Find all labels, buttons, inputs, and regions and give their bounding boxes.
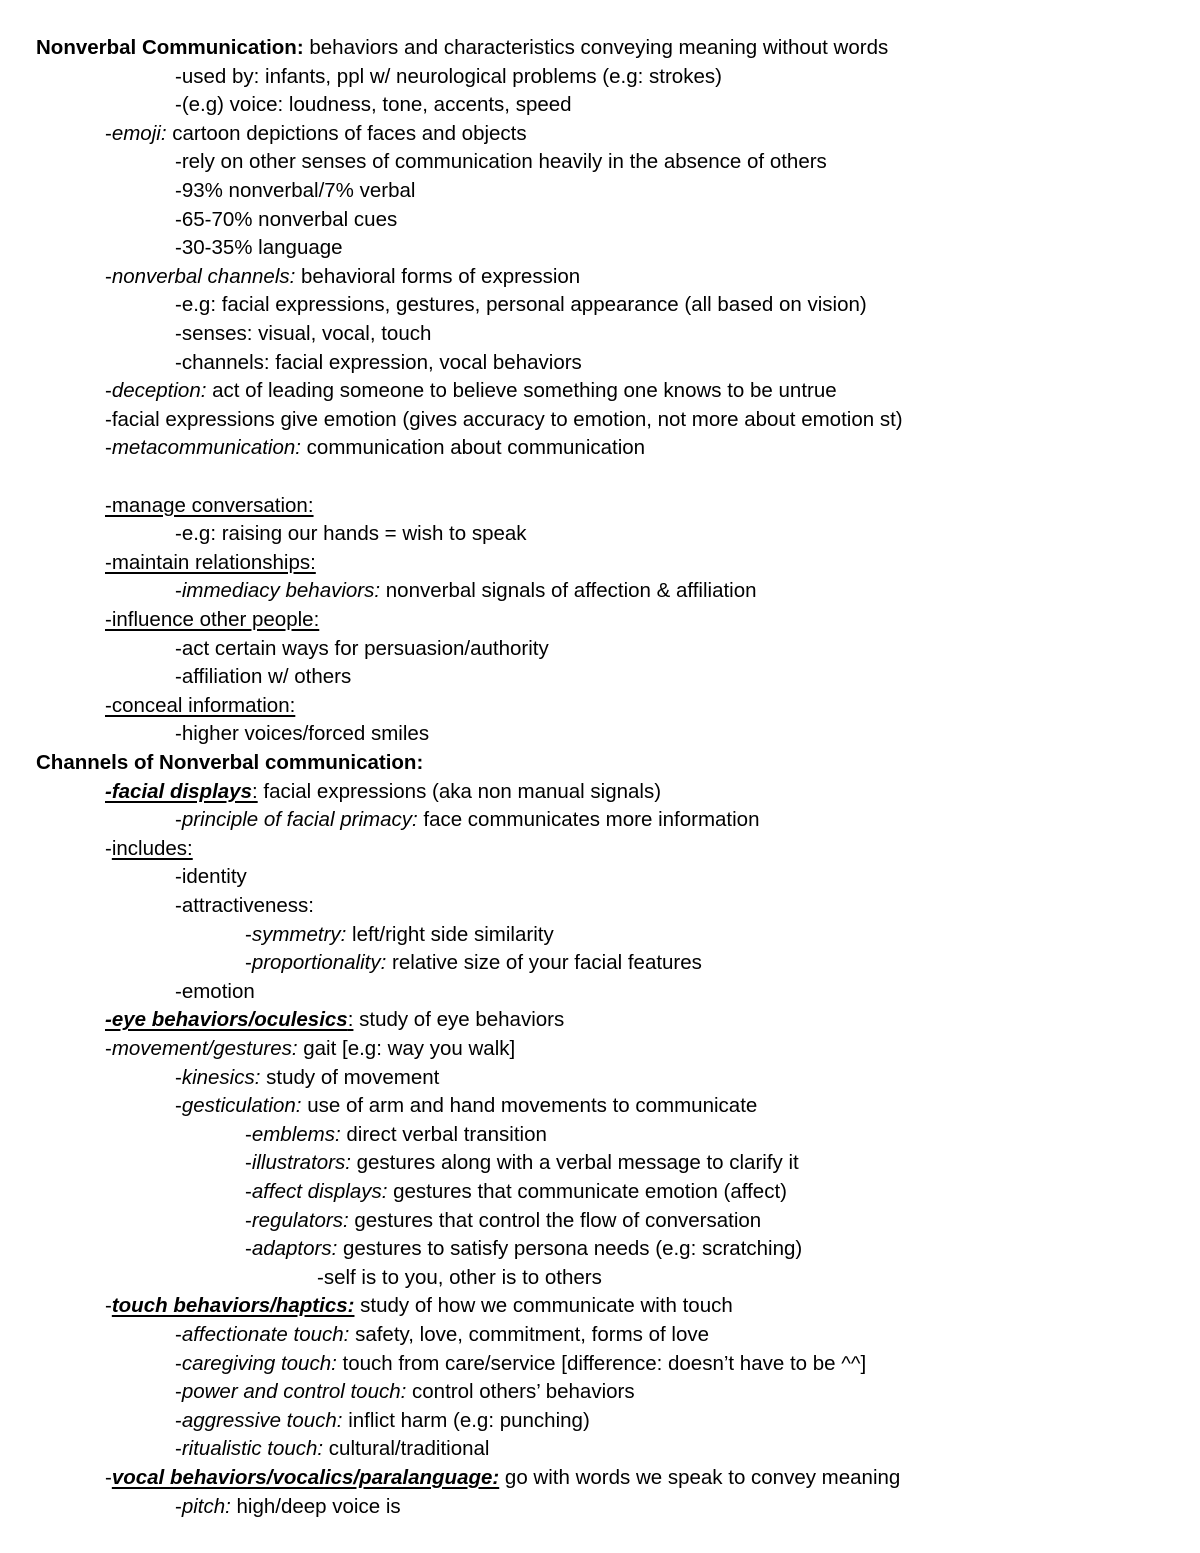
note-text-segment: -identity [175, 865, 247, 889]
note-text-segment: touch from care/service [difference: doesn’t have to be ^^] [336, 1351, 867, 1375]
note-text-segment: go with words we speak to convey meaning [499, 1466, 901, 1489]
note-text-segment: -emotion [175, 979, 255, 1003]
note-text-segment: - [245, 1180, 252, 1203]
note-text-segment: use of arm and hand movements to communicate [301, 1094, 758, 1118]
note-text-segment: - [175, 1380, 182, 1404]
note-line [175, 321, 431, 347]
note-text-segment: Nonverbal Communication: [36, 36, 304, 59]
note-text-segment: metacommunication: [111, 436, 301, 460]
note-line [175, 178, 415, 204]
note-line [245, 1122, 547, 1148]
note-line [175, 92, 572, 118]
note-text-segment: affect displays: [251, 1180, 388, 1203]
note-line [105, 550, 316, 576]
note-text-segment: cartoon depictions of faces and objects [166, 121, 527, 145]
note-line [175, 149, 827, 175]
note-text-segment: - [105, 379, 112, 403]
note-line [175, 1351, 866, 1377]
note-line [105, 435, 645, 461]
note-text-segment: -rely on other senses of communication heavily in the absence of others [175, 150, 827, 174]
note-text-segment: proportionality: [251, 951, 387, 975]
note-text-segment: illustrators: [251, 1151, 351, 1175]
note-text-segment: kinesics: [181, 1065, 261, 1089]
note-line [175, 636, 549, 662]
note-text-segment: principle of facial primacy: [181, 808, 418, 832]
note-text-segment: -65-70% nonverbal cues [175, 207, 398, 231]
note-text-segment: -(e.g) voice: loudness, tone, accents, speed [175, 93, 572, 117]
note-text-segment: - [245, 1237, 252, 1261]
note-text-segment: -e.g: facial expressions, gestures, personal appearance (all based on vision) [175, 293, 867, 317]
note-text-segment: gestures that control the flow of conversation [348, 1208, 762, 1232]
note-text-segment: : [251, 779, 258, 803]
note-text-segment: gesticulation: [181, 1094, 302, 1118]
note-line [175, 1379, 635, 1405]
note-line [36, 35, 888, 61]
note-text-segment: act of leading someone to believe something one knows to be untrue [206, 379, 837, 403]
note-text-segment: -facial expressions give emotion (gives accuracy to emotion, not more about emotion st) [105, 407, 903, 431]
note-text-segment: -act certain ways for persuasion/authority [175, 636, 549, 660]
note-text-segment: - [245, 1122, 252, 1146]
note-line [175, 721, 429, 747]
note-line [175, 1322, 709, 1348]
note-line [245, 1150, 799, 1176]
note-line [105, 407, 903, 433]
note-line [245, 922, 554, 948]
note-text-segment: - [175, 579, 182, 603]
note-text-segment: Channels of Nonverbal communication: [36, 751, 424, 774]
note-text-segment: emoji: [111, 121, 167, 145]
note-line [105, 836, 193, 862]
note-text-segment: -manage conversation: [105, 493, 314, 517]
note-text-segment: pitch: [181, 1494, 231, 1518]
note-text-segment: high/deep voice is [230, 1494, 401, 1518]
note-text-segment: - [175, 1437, 182, 1461]
note-text-segment: -influence other people: [105, 608, 320, 631]
note-text-segment: - [105, 264, 112, 288]
note-text-segment: -eye behaviors/oculesics [105, 1008, 348, 1032]
note-text-segment: face communicates more information [417, 808, 760, 832]
note-text-segment: -e.g: raising our hands = wish to speak [175, 522, 527, 546]
note-text-segment: emblems: [251, 1122, 341, 1146]
note-line [175, 64, 722, 90]
note-line [175, 235, 343, 261]
note-text-segment: -facial displays [105, 779, 252, 803]
note-text-segment: regulators: [251, 1208, 349, 1232]
note-line [105, 121, 527, 147]
note-text-segment: touch behaviors/haptics: [111, 1294, 355, 1318]
note-line [245, 1208, 761, 1234]
note-text-segment: vocal behaviors/vocalics/paralanguage: [111, 1466, 500, 1489]
note-line [175, 893, 314, 919]
note-text-segment: gestures along with a verbal message to clarify it [350, 1151, 799, 1175]
note-text-segment: -used by: infants, ppl w/ neurological problems (e.g: strokes) [175, 64, 722, 88]
note-text-segment: - [175, 808, 182, 832]
note-text-segment: behaviors and characteristics conveying meaning without words [303, 36, 889, 59]
note-line [175, 807, 759, 833]
note-line [175, 664, 351, 690]
note-line [175, 207, 397, 233]
note-text-segment: -channels: facial expression, vocal behaviors [175, 350, 582, 374]
note-text-segment: - [105, 1037, 112, 1060]
note-line [105, 378, 837, 404]
note-text-segment: -attractiveness: [175, 894, 314, 917]
note-line [105, 1465, 900, 1491]
note-text-segment: safety, love, commitment, forms of love [349, 1323, 709, 1346]
note-line [175, 578, 757, 604]
note-line [105, 493, 314, 519]
note-line [105, 779, 661, 805]
note-text-segment: - [105, 1466, 112, 1489]
note-text-segment: aggressive touch: [181, 1408, 343, 1432]
note-text-segment: symmetry: [251, 922, 347, 946]
note-text-segment: -93% nonverbal/7% verbal [175, 179, 416, 202]
note-text-segment: - [245, 1208, 252, 1232]
note-text-segment: behavioral forms of expression [295, 264, 581, 288]
note-text-segment: - [175, 1323, 182, 1346]
note-text-segment: -self is to you, other is to others [317, 1265, 602, 1289]
note-line [245, 1236, 802, 1262]
note-line [105, 607, 319, 633]
note-line [105, 1036, 515, 1062]
note-line [105, 264, 580, 290]
note-text-segment: - [105, 1294, 112, 1318]
note-text-segment: - [245, 1151, 252, 1175]
note-line [105, 1293, 733, 1319]
note-line [105, 693, 295, 719]
note-text-segment: nonverbal signals of affection & affiliation [380, 579, 757, 603]
note-text-segment: deception: [111, 379, 207, 403]
note-line [175, 979, 255, 1005]
note-text-segment: gestures to satisfy persona needs (e.g: scratching) [337, 1237, 803, 1261]
note-text-segment: - [105, 836, 112, 860]
note-text-segment: - [175, 1094, 182, 1118]
note-text-segment: inflict harm (e.g: punching) [342, 1408, 590, 1432]
note-line [175, 292, 867, 318]
note-text-segment: movement/gestures: [111, 1037, 298, 1060]
note-text-segment: includes: [111, 836, 193, 860]
note-text-segment: - [175, 1494, 182, 1518]
note-text-segment: - [105, 436, 112, 460]
note-text-segment: - [175, 1408, 182, 1432]
note-text-segment: direct verbal transition [340, 1122, 547, 1146]
note-text-segment: : [347, 1008, 354, 1032]
note-text-segment: left/right side similarity [346, 922, 554, 946]
note-text-segment: -maintain relationships: [105, 550, 316, 574]
note-line [175, 1065, 439, 1091]
note-text-segment: -affiliation w/ others [175, 665, 352, 689]
note-text-segment: gestures that communicate emotion (affect) [387, 1180, 787, 1203]
note-line [175, 864, 247, 890]
note-line [36, 750, 423, 776]
note-line [175, 1408, 590, 1434]
note-text-segment: -conceal information: [105, 693, 296, 717]
note-line [175, 350, 582, 376]
note-text-segment: -senses: visual, vocal, touch [175, 322, 432, 345]
note-text-segment: communication about communication [300, 436, 646, 460]
note-line [245, 1179, 787, 1205]
note-text-segment: facial expressions (aka non manual signals) [257, 779, 662, 803]
note-text-segment: -higher voices/forced smiles [175, 722, 430, 746]
note-text-segment: power and control touch: [181, 1380, 407, 1404]
note-text-segment: study of movement [260, 1065, 440, 1089]
note-text-segment: adaptors: [251, 1237, 338, 1261]
note-text-segment: - [245, 951, 252, 975]
note-text-segment: cultural/traditional [323, 1437, 490, 1461]
note-text-segment: immediacy behaviors: [181, 579, 381, 603]
note-text-segment: - [175, 1351, 182, 1375]
note-text-segment: affectionate touch: [181, 1323, 350, 1346]
note-line [175, 521, 527, 547]
note-text-segment: study of eye behaviors [353, 1008, 565, 1032]
note-text-segment: caregiving touch: [181, 1351, 337, 1375]
note-text-segment: - [105, 121, 112, 145]
note-line [175, 1494, 401, 1520]
note-line [175, 1436, 489, 1462]
note-text-segment: relative size of your facial features [386, 951, 702, 975]
note-text-segment: nonverbal channels: [111, 264, 296, 288]
note-line [175, 1093, 757, 1119]
note-text-segment: ritualistic touch: [181, 1437, 324, 1461]
note-line [317, 1265, 602, 1291]
note-line [245, 950, 702, 976]
note-text-segment: - [175, 1065, 182, 1089]
note-text-segment: study of how we communicate with touch [354, 1294, 733, 1318]
note-text-segment: control others’ behaviors [406, 1380, 635, 1404]
note-text-segment: -30-35% language [175, 236, 343, 260]
note-line [105, 1007, 564, 1033]
note-text-segment: gait [e.g: way you walk] [297, 1037, 516, 1060]
note-text-segment: - [245, 922, 252, 946]
